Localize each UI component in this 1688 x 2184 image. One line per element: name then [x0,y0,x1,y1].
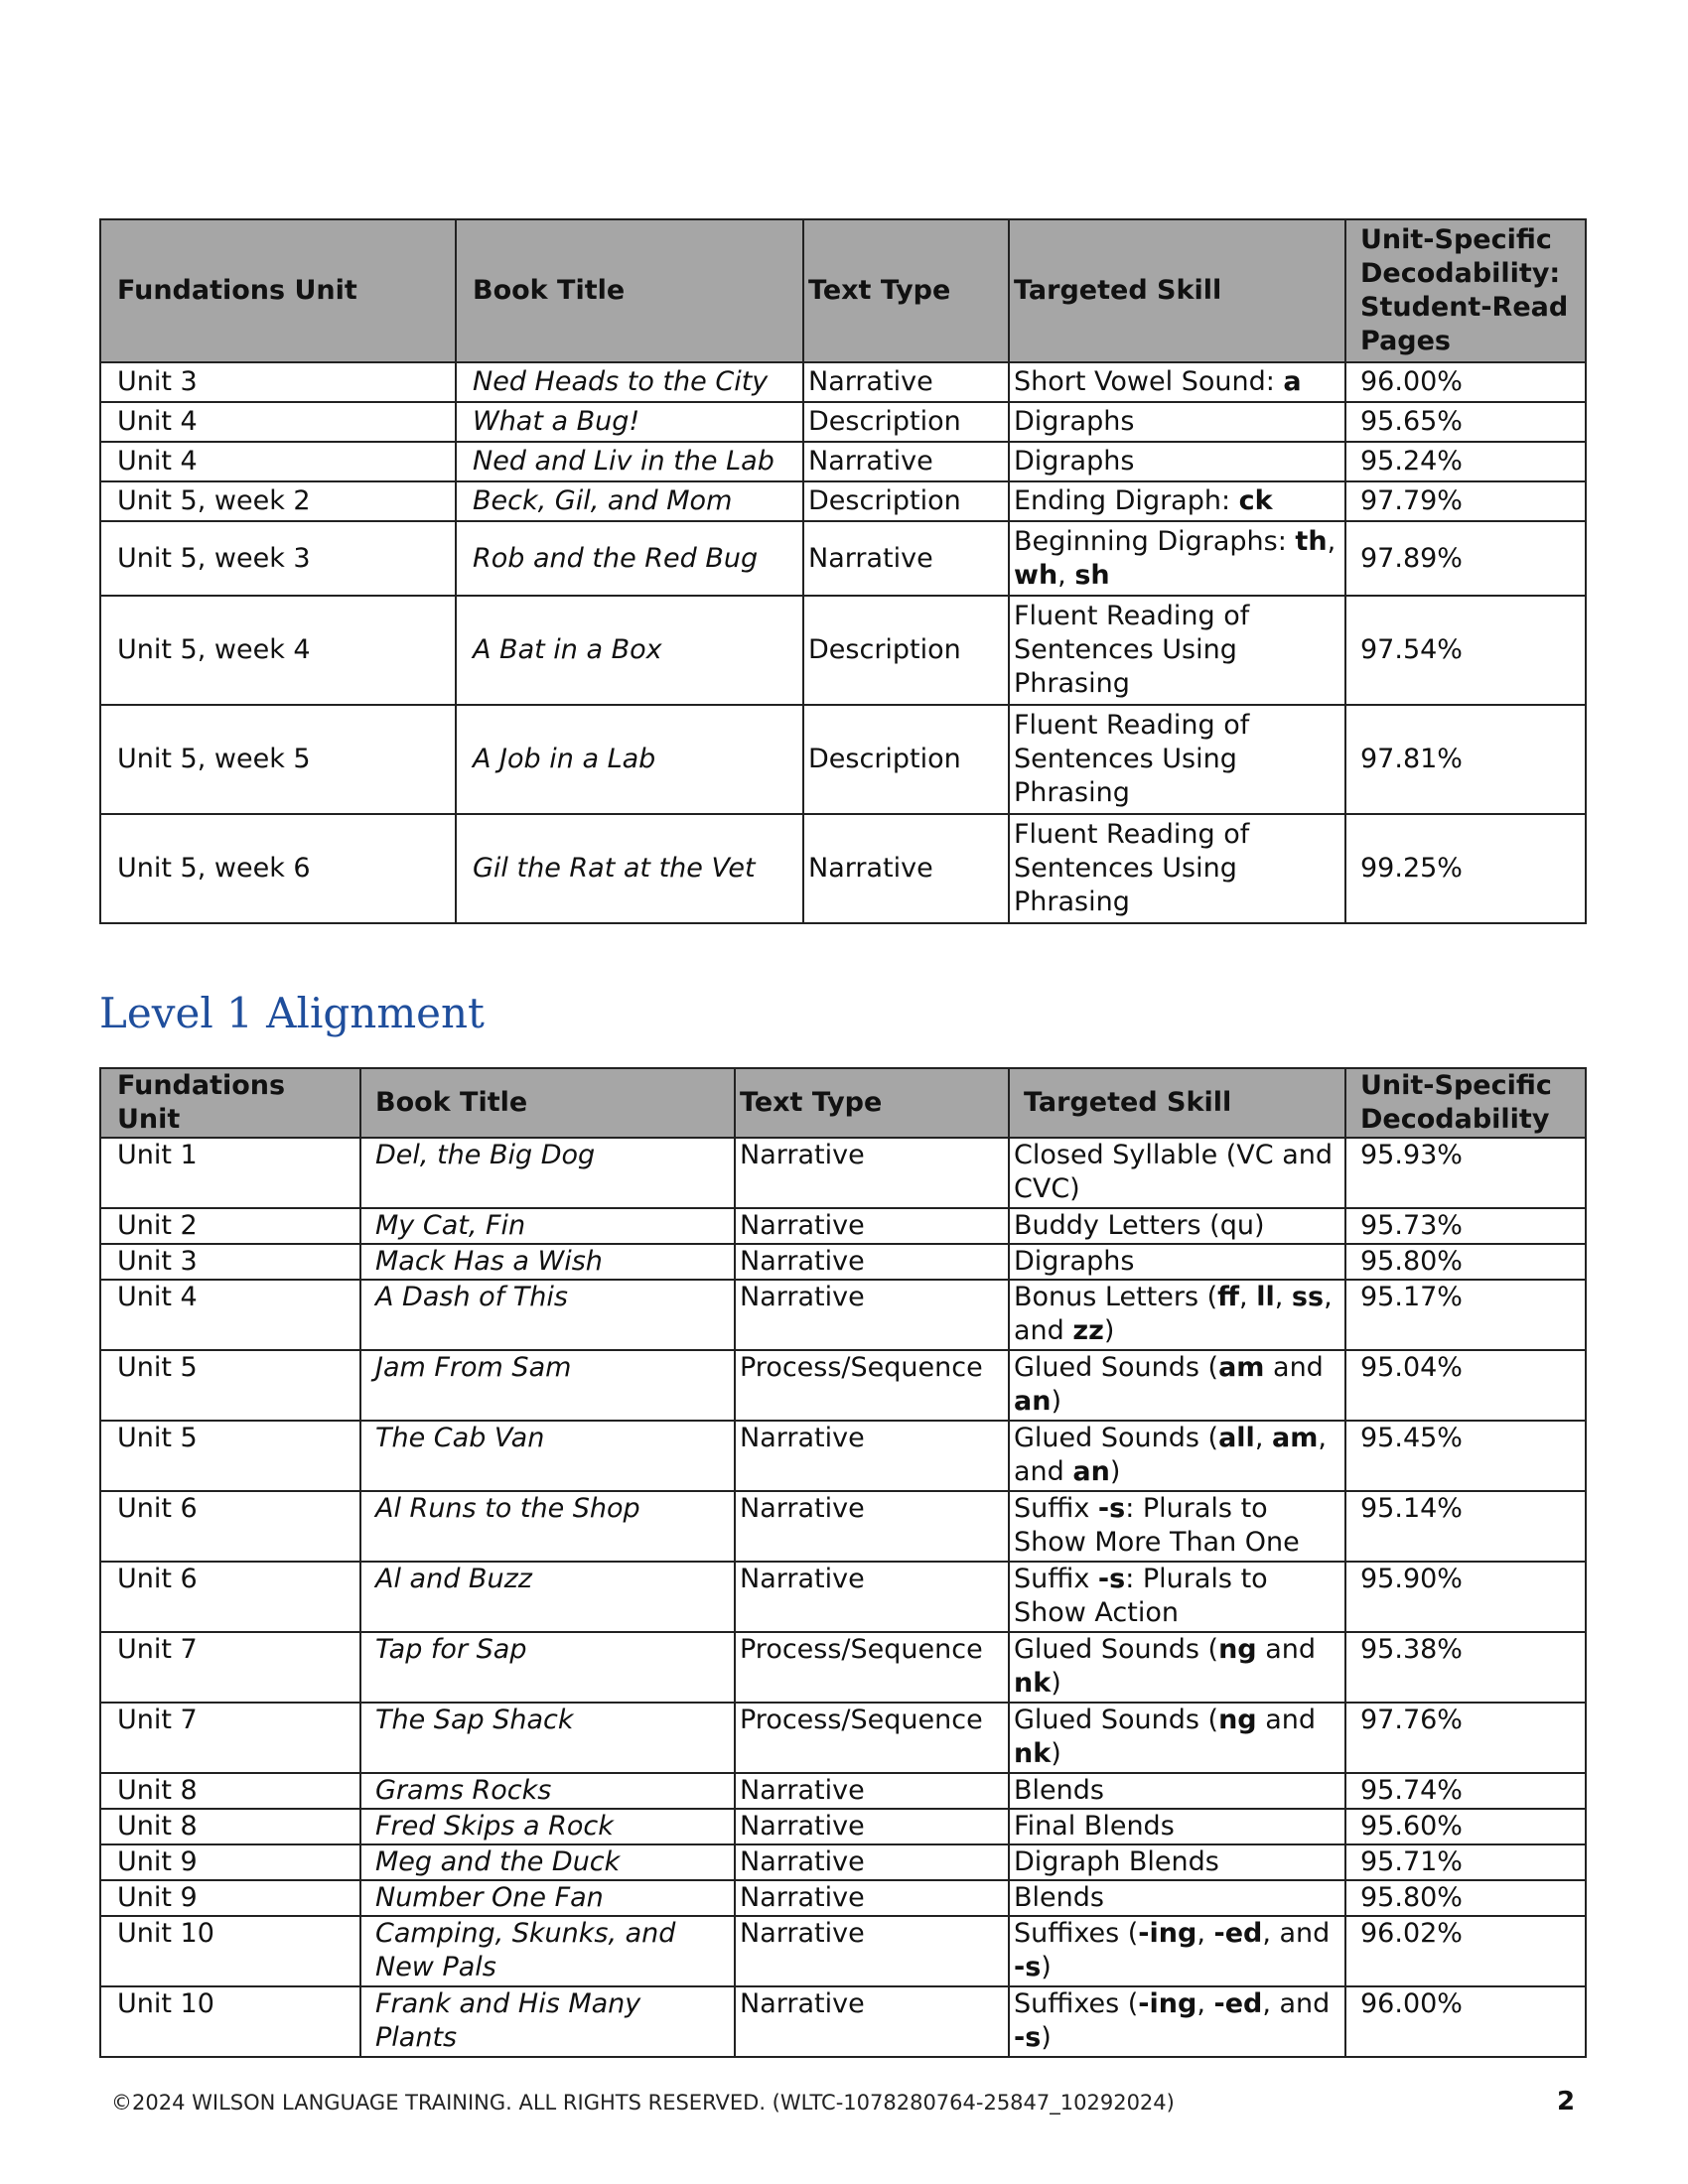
skill-text: Fluent Reading of Sentences Using Phrasing [1014,601,1250,699]
skill-emphasis: -ing [1138,1918,1197,1949]
cell-text-type: Description [803,402,1009,442]
cell-unit: Unit 7 [100,1632,360,1703]
cell-book-title: A Bat in a Box [456,596,803,705]
cell-unit: Unit 3 [100,362,456,402]
table-row [100,1421,1586,1491]
footer-copyright: ©2024 WILSON LANGUAGE TRAINING. ALL RIGHTS RESERVED. (WLTC-1078280764-25847_10292024) [111,2091,1175,2115]
table-row [100,1350,1586,1421]
cell-unit: Unit 6 [100,1491,360,1562]
header-targeted-skill: Targeted Skill [1009,219,1345,362]
skill-text: : Plurals to Show More Than One [1014,1493,1300,1558]
skill-text: Short Vowel Sound: [1014,366,1284,397]
cell-text-type: Narrative [735,1421,1009,1491]
cell-targeted-skill [1009,596,1345,705]
header-decodability: Unit-Specific Decodability: Student-Read Pages [1345,219,1586,362]
cell-decodability: 95.90% [1345,1562,1586,1632]
skill-text: , and [1014,1282,1333,1346]
cell-targeted-skill [1009,1986,1345,2057]
table-row [100,1986,1586,2057]
cell-decodability: 95.71% [1345,1844,1586,1880]
cell-decodability: 97.89% [1345,521,1586,596]
skill-emphasis: ss [1291,1282,1325,1312]
page-number: 2 [1557,2087,1576,2116]
cell-targeted-skill [1009,481,1345,521]
cell-book-title: Number One Fan [360,1880,735,1916]
cell-decodability: 95.04% [1345,1350,1586,1421]
header-row [100,219,1586,362]
cell-book-title: Rob and the Red Bug [456,521,803,596]
skill-text: , and [1262,1988,1331,2019]
skill-text: and [1256,1705,1317,1735]
cell-decodability: 95.17% [1345,1280,1586,1350]
cell-targeted-skill [1009,1809,1345,1844]
cell-text-type: Narrative [735,1809,1009,1844]
skill-text: , and [1262,1918,1331,1949]
skill-text: , [1254,1423,1272,1453]
skill-text: , [1327,525,1336,557]
cell-unit: Unit 2 [100,1208,360,1244]
cell-unit: Unit 10 [100,1986,360,2057]
cell-decodability: 95.60% [1345,1809,1586,1844]
cell-unit: Unit 4 [100,402,456,442]
cell-unit: Unit 6 [100,1562,360,1632]
skill-text: , [1196,1988,1214,2019]
cell-decodability: 95.93% [1345,1138,1586,1208]
table-row [100,1280,1586,1350]
cell-book-title: The Cab Van [360,1421,735,1491]
header-fundations-unit: Fundations Unit [100,219,456,362]
skill-text: Glued Sounds ( [1014,1423,1219,1453]
skill-emphasis: all [1218,1423,1255,1453]
table-row [100,1844,1586,1880]
skill-text: and [1256,1634,1317,1665]
cell-book-title: My Cat, Fin [360,1208,735,1244]
skill-text: ) [1041,1952,1052,1982]
skill-text: Bonus Letters ( [1014,1282,1218,1312]
cell-unit: Unit 8 [100,1809,360,1844]
table-row [100,1208,1586,1244]
cell-text-type: Narrative [735,1986,1009,2057]
header-text-type: Text Type [803,219,1009,362]
cell-unit: Unit 7 [100,1703,360,1773]
header-text-type: Text Type [735,1068,1009,1138]
skill-emphasis: wh [1014,559,1058,591]
skill-emphasis: -ing [1138,1988,1197,2019]
skill-emphasis: -s [1014,1952,1042,1982]
cell-decodability: 95.65% [1345,402,1586,442]
cell-decodability: 95.73% [1345,1208,1586,1244]
cell-decodability: 95.80% [1345,1880,1586,1916]
cell-book-title: What a Bug! [456,402,803,442]
cell-book-title: Al Runs to the Shop [360,1491,735,1562]
cell-decodability: 97.54% [1345,596,1586,705]
section-heading: Level 1 Alignment [99,989,485,1037]
cell-text-type: Narrative [735,1562,1009,1632]
cell-book-title: Al and Buzz [360,1562,735,1632]
cell-decodability: 95.80% [1345,1244,1586,1280]
table-body [100,362,1586,923]
cell-targeted-skill [1009,402,1345,442]
skill-text: Digraph Blends [1014,1846,1219,1877]
cell-targeted-skill [1009,1562,1345,1632]
cell-book-title: Frank and His Many Plants [360,1986,735,2057]
cell-decodability: 95.24% [1345,442,1586,481]
cell-targeted-skill [1009,362,1345,402]
cell-targeted-skill [1009,1916,1345,1986]
table-row [100,1703,1586,1773]
cell-text-type: Narrative [735,1773,1009,1809]
skill-emphasis: -s [1097,1493,1126,1524]
skill-text: , [1274,1282,1292,1312]
cell-text-type: Narrative [735,1244,1009,1280]
cell-decodability: 97.81% [1345,705,1586,814]
skill-text: , [1057,559,1075,591]
cell-unit: Unit 4 [100,1280,360,1350]
header-row [100,1068,1586,1138]
skill-text: ) [1109,1456,1121,1487]
skill-text: Glued Sounds ( [1014,1634,1219,1665]
cell-unit: Unit 10 [100,1916,360,1986]
cell-targeted-skill [1009,1844,1345,1880]
cell-text-type: Narrative [803,442,1009,481]
cell-targeted-skill [1009,705,1345,814]
skill-text: Suffix [1014,1493,1098,1524]
skill-text: Ending Digraph: [1014,485,1239,516]
cell-targeted-skill [1009,1244,1345,1280]
skill-emphasis: -ed [1213,1988,1263,2019]
cell-targeted-skill [1009,1350,1345,1421]
cell-book-title: Ned and Liv in the Lab [456,442,803,481]
cell-text-type: Description [803,596,1009,705]
cell-book-title: The Sap Shack [360,1703,735,1773]
skill-emphasis: ck [1238,485,1273,516]
table-row [100,1880,1586,1916]
cell-unit: Unit 4 [100,442,456,481]
skill-text: Suffixes ( [1014,1918,1139,1949]
cell-text-type: Process/Sequence [735,1632,1009,1703]
cell-text-type: Narrative [735,1138,1009,1208]
skill-text: Closed Syllable (VC and CVC) [1014,1140,1334,1204]
cell-decodability: 97.76% [1345,1703,1586,1773]
skill-text: Buddy Letters (qu) [1014,1210,1265,1241]
cell-unit: Unit 5, week 3 [100,521,456,596]
cell-decodability: 97.79% [1345,481,1586,521]
skill-text: , [1196,1918,1214,1949]
table-row [100,1809,1586,1844]
skill-text: , and [1014,1423,1327,1487]
cell-book-title: A Dash of This [360,1280,735,1350]
cell-text-type: Description [803,705,1009,814]
cell-book-title: A Job in a Lab [456,705,803,814]
skill-text: Suffix [1014,1564,1098,1594]
skill-text: Digraphs [1014,406,1135,437]
cell-book-title: Ned Heads to the City [456,362,803,402]
cell-decodability: 99.25% [1345,814,1586,923]
skill-text: : Plurals to Show Action [1014,1564,1268,1628]
skill-text: , [1239,1282,1257,1312]
table-row [100,1244,1586,1280]
skill-text: Blends [1014,1775,1104,1806]
header-targeted-skill: Targeted Skill [1009,1068,1345,1138]
cell-targeted-skill [1009,1138,1345,1208]
skill-emphasis: ng [1218,1705,1257,1735]
table-row [100,596,1586,705]
cell-text-type: Process/Sequence [735,1350,1009,1421]
skill-text: Suffixes ( [1014,1988,1139,2019]
header-book-title: Book Title [360,1068,735,1138]
cell-text-type: Narrative [803,814,1009,923]
cell-book-title: Meg and the Duck [360,1844,735,1880]
skill-emphasis: zz [1072,1315,1104,1346]
skill-emphasis: am [1218,1352,1265,1383]
skill-emphasis: -s [1097,1564,1126,1594]
cell-book-title: Mack Has a Wish [360,1244,735,1280]
table-row [100,1916,1586,1986]
skill-text: Final Blends [1014,1811,1175,1842]
cell-unit: Unit 9 [100,1880,360,1916]
skill-emphasis: ff [1217,1282,1240,1312]
cell-book-title: Gil the Rat at the Vet [456,814,803,923]
cell-text-type: Narrative [803,362,1009,402]
skill-emphasis: sh [1074,559,1110,591]
cell-unit: Unit 9 [100,1844,360,1880]
table-row [100,442,1586,481]
table-row [100,705,1586,814]
cell-unit: Unit 5, week 2 [100,481,456,521]
cell-text-type: Narrative [735,1880,1009,1916]
cell-decodability: 95.14% [1345,1491,1586,1562]
skill-emphasis: ng [1218,1634,1257,1665]
level-1-alignment-table [99,1067,1587,2058]
table-row [100,1138,1586,1208]
table-row [100,1632,1586,1703]
cell-targeted-skill [1009,1880,1345,1916]
cell-targeted-skill [1009,1632,1345,1703]
skill-emphasis: -ed [1213,1918,1263,1949]
cell-decodability: 95.74% [1345,1773,1586,1809]
skill-text: ) [1051,1738,1061,1769]
table-row [100,1491,1586,1562]
cell-text-type: Narrative [735,1491,1009,1562]
table-row [100,362,1586,402]
skill-emphasis: nk [1014,1668,1052,1699]
cell-targeted-skill [1009,1280,1345,1350]
cell-decodability: 95.38% [1345,1632,1586,1703]
cell-targeted-skill [1009,442,1345,481]
skill-text: ) [1103,1315,1115,1346]
skill-emphasis: am [1271,1423,1319,1453]
skill-emphasis: an [1072,1456,1110,1487]
cell-book-title: Tap for Sap [360,1632,735,1703]
cell-decodability: 95.45% [1345,1421,1586,1491]
cell-targeted-skill [1009,1773,1345,1809]
cell-unit: Unit 5, week 5 [100,705,456,814]
table-body [100,1138,1586,2057]
skill-text: Glued Sounds ( [1014,1705,1219,1735]
cell-targeted-skill [1009,1208,1345,1244]
skill-emphasis: an [1014,1386,1052,1417]
cell-book-title: Beck, Gil, and Mom [456,481,803,521]
table-row [100,481,1586,521]
header-fundations-unit: Fundations Unit [100,1068,360,1138]
skill-text: and [1264,1352,1324,1383]
cell-targeted-skill [1009,814,1345,923]
cell-text-type: Description [803,481,1009,521]
cell-targeted-skill [1009,521,1345,596]
cell-targeted-skill [1009,1491,1345,1562]
cell-book-title: Camping, Skunks, and New Pals [360,1916,735,1986]
skill-text: Beginning Digraphs: [1014,525,1296,557]
cell-text-type: Narrative [735,1280,1009,1350]
skill-emphasis: ll [1256,1282,1275,1312]
table-row [100,521,1586,596]
skill-text: Digraphs [1014,1246,1135,1277]
cell-book-title: Jam From Sam [360,1350,735,1421]
skill-emphasis: -s [1014,2022,1042,2053]
cell-book-title: Del, the Big Dog [360,1138,735,1208]
header-book-title: Book Title [456,219,803,362]
cell-unit: Unit 1 [100,1138,360,1208]
table-row [100,1562,1586,1632]
cell-book-title: Grams Rocks [360,1773,735,1809]
cell-unit: Unit 5, week 6 [100,814,456,923]
skill-text: ) [1041,2022,1052,2053]
cell-targeted-skill [1009,1703,1345,1773]
pre-k-k-alignment-table [99,218,1587,924]
header-decodability: Unit-Specific Decodability [1345,1068,1586,1138]
cell-decodability: 96.00% [1345,1986,1586,2057]
skill-emphasis: a [1283,366,1302,397]
cell-targeted-skill [1009,1421,1345,1491]
cell-decodability: 96.00% [1345,362,1586,402]
cell-unit: Unit 8 [100,1773,360,1809]
skill-emphasis: th [1295,525,1328,557]
skill-text: ) [1051,1668,1061,1699]
skill-text: Fluent Reading of Sentences Using Phrasing [1014,710,1250,808]
cell-text-type: Process/Sequence [735,1703,1009,1773]
skill-text: Fluent Reading of Sentences Using Phrasing [1014,819,1250,917]
table-row [100,402,1586,442]
cell-text-type: Narrative [735,1844,1009,1880]
cell-text-type: Narrative [803,521,1009,596]
table-row [100,814,1586,923]
skill-text: Digraphs [1014,446,1135,477]
cell-book-title: Fred Skips a Rock [360,1809,735,1844]
skill-text: Blends [1014,1882,1104,1913]
cell-unit: Unit 3 [100,1244,360,1280]
skill-text: Glued Sounds ( [1014,1352,1219,1383]
cell-decodability: 96.02% [1345,1916,1586,1986]
cell-unit: Unit 5 [100,1350,360,1421]
cell-unit: Unit 5, week 4 [100,596,456,705]
cell-text-type: Narrative [735,1916,1009,1986]
skill-text: ) [1051,1386,1061,1417]
table-row [100,1773,1586,1809]
cell-unit: Unit 5 [100,1421,360,1491]
skill-emphasis: nk [1014,1738,1052,1769]
cell-text-type: Narrative [735,1208,1009,1244]
